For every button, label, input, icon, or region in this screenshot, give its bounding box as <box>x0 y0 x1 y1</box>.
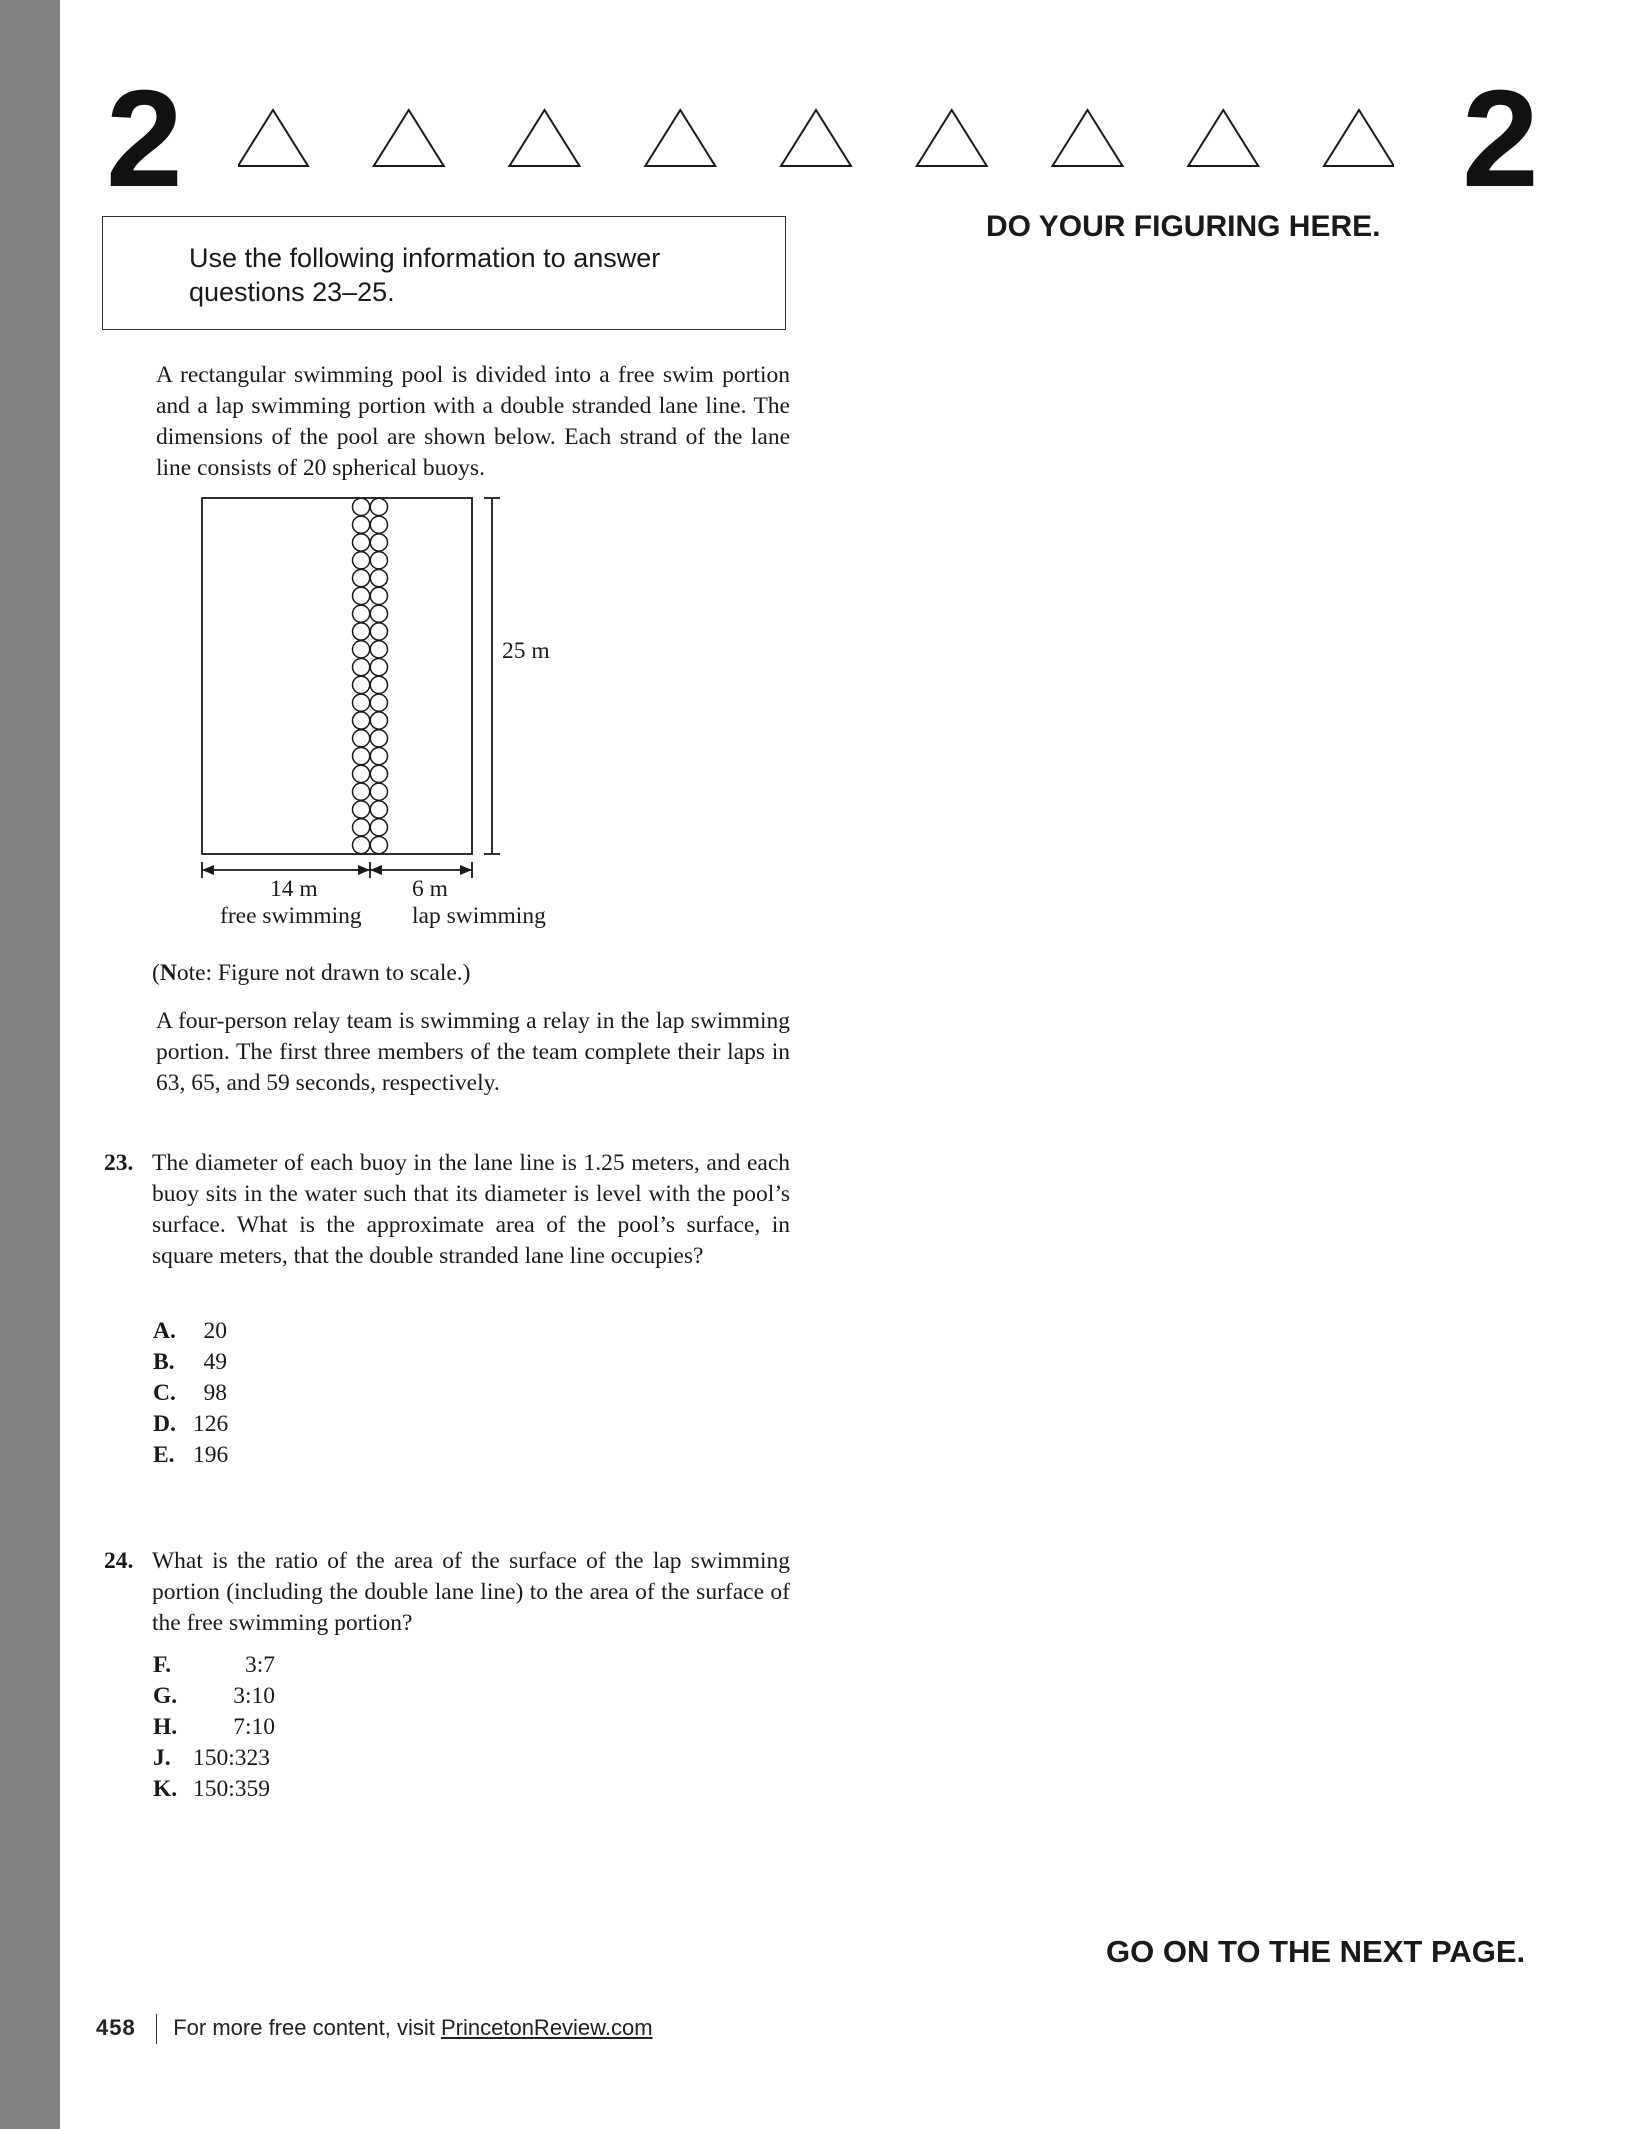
buoy <box>370 570 387 587</box>
buoy <box>353 641 370 658</box>
arrowhead <box>202 865 214 875</box>
footer-link[interactable]: PrincetonReview.com <box>440 2014 653 2040</box>
question-number: 23. <box>104 1150 134 1176</box>
lap-swimming-caption: lap swimming <box>412 903 546 929</box>
buoy <box>370 676 387 693</box>
answer-option[interactable]: G. 3:10 <box>153 1683 275 1709</box>
buoy <box>370 712 387 729</box>
pool-figure <box>190 492 590 938</box>
triangle-outline-icon <box>238 110 308 166</box>
answer-option[interactable]: H. 7:10 <box>153 1714 275 1740</box>
buoy <box>353 765 370 782</box>
triangle-outline-icon <box>510 110 580 166</box>
triangle-outline-icon <box>1053 110 1123 166</box>
buoy <box>370 498 387 515</box>
buoy <box>353 676 370 693</box>
footer-text: For more free content, visit <box>173 2014 441 2040</box>
triangle-outline-icon <box>917 110 987 166</box>
length-label: 25 m <box>502 638 550 664</box>
lap-width-label: 6 m <box>412 876 448 902</box>
buoy <box>370 587 387 604</box>
answer-option[interactable]: B. 49 <box>153 1349 227 1375</box>
page-number: 458 <box>96 2014 136 2040</box>
question-text: What is the ratio of the area of the surface of the lap swimming portion (including the double lane line) to the area of the surface of the free swimming portion? <box>152 1548 790 1636</box>
buoy <box>370 730 387 747</box>
answer-option[interactable]: C. 98 <box>153 1380 227 1406</box>
buoy <box>353 498 370 515</box>
free-swimming-caption: free swimming <box>220 903 362 929</box>
answer-option[interactable]: K. 150:359 <box>153 1776 271 1802</box>
passage-intro: A rectangular swimming pool is divided into a free swim portion and a lap swimming portion with a double stranded lane line. The dimensions of the pool are shown below. Each strand of the lane line consists of 20 spherical buoys. <box>156 362 790 481</box>
buoy <box>353 837 370 854</box>
buoy <box>353 570 370 587</box>
figure-note: (Note: Figure not drawn to scale.) <box>152 960 471 986</box>
triangle-outline-icon <box>645 110 715 166</box>
arrowhead <box>370 865 382 875</box>
buoy <box>353 801 370 818</box>
buoy <box>353 712 370 729</box>
section-number-right: 2 <box>1462 62 1539 216</box>
buoy <box>353 659 370 676</box>
arrowhead <box>460 865 472 875</box>
free-width-label: 14 m <box>270 876 318 902</box>
buoy <box>370 605 387 622</box>
buoy <box>370 552 387 569</box>
question-text: The diameter of each buoy in the lane line is 1.25 meters, and each buoy sits in the water such that its diameter is level with the pool’s surface. What is the approximate area of the pool’s surface, in square meters, that the double stranded lane line occupies? <box>152 1150 790 1269</box>
buoy <box>353 623 370 640</box>
buoy <box>370 819 387 836</box>
buoy <box>370 516 387 533</box>
section-number-left: 2 <box>106 62 183 216</box>
buoy <box>353 783 370 800</box>
triangle-outline-icon <box>781 110 851 166</box>
buoy <box>370 783 387 800</box>
page-footer <box>96 2014 653 2044</box>
answer-option[interactable]: J. 150:323 <box>153 1745 271 1771</box>
buoy <box>353 605 370 622</box>
instructions-text: Use the following information to answer questions 23–25. <box>189 243 661 307</box>
buoy <box>353 730 370 747</box>
question-number: 24. <box>104 1548 134 1574</box>
answer-option[interactable]: F. 3:7 <box>153 1652 275 1678</box>
instructions-box <box>102 216 786 330</box>
side-margin-bar <box>0 0 60 2129</box>
triangle-outline-icon <box>374 110 444 166</box>
section-triangle-row <box>238 108 1394 170</box>
answer-option[interactable]: E. 196 <box>153 1442 229 1468</box>
buoy <box>370 641 387 658</box>
buoy <box>370 765 387 782</box>
buoy <box>370 748 387 765</box>
buoy <box>353 552 370 569</box>
buoy <box>353 694 370 711</box>
buoy <box>353 748 370 765</box>
buoy <box>370 623 387 640</box>
buoy <box>353 819 370 836</box>
figuring-label: DO YOUR FIGURING HERE. <box>986 210 1381 243</box>
buoy <box>353 534 370 551</box>
arrowhead <box>358 865 370 875</box>
answer-option[interactable]: D. 126 <box>153 1411 229 1437</box>
buoy <box>370 534 387 551</box>
footer-divider <box>156 2014 158 2044</box>
buoy <box>370 801 387 818</box>
buoy <box>353 587 370 604</box>
answer-option[interactable]: A. 20 <box>153 1318 227 1344</box>
pool-outline <box>202 498 472 854</box>
triangle-outline-icon <box>1188 110 1258 166</box>
buoy <box>370 659 387 676</box>
triangle-outline-icon <box>1324 110 1394 166</box>
buoy <box>370 694 387 711</box>
next-page-notice: GO ON TO THE NEXT PAGE. <box>1106 1934 1526 1969</box>
buoy <box>353 516 370 533</box>
passage-relay: A four-person relay team is swimming a relay in the lap swimming portion. The first three members of the team complete their laps in 63, 65, and 59 seconds, respectively. <box>156 1008 790 1096</box>
buoy <box>370 837 387 854</box>
